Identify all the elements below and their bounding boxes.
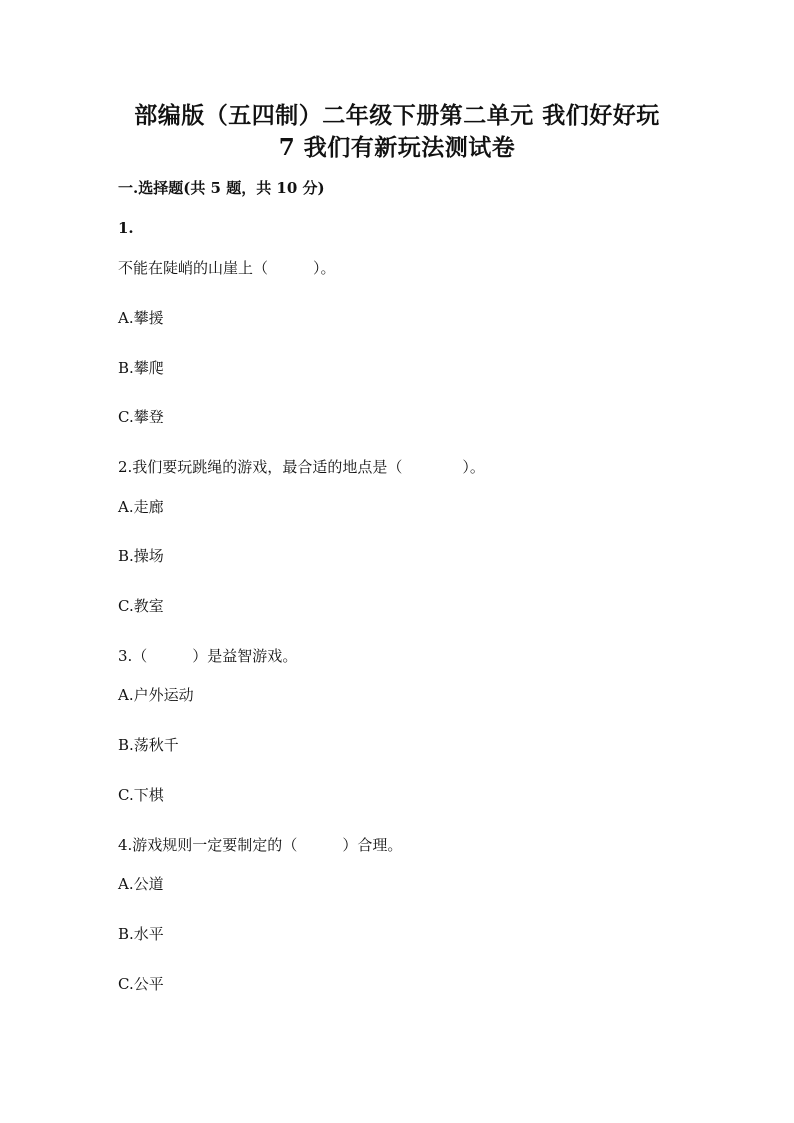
- question-3-option-a: A.户外运动: [118, 686, 194, 704]
- question-3-stem: 3.（ ）是益智游戏。: [118, 647, 298, 665]
- question-2-option-c: C.教室: [118, 597, 164, 615]
- question-3-option-b: B.荡秋千: [118, 736, 179, 754]
- question-4-option-a: A.公道: [118, 875, 164, 893]
- page-title-line-2: 7 我们有新玩法测试卷: [278, 134, 516, 161]
- question-4-option-c: C.公平: [118, 975, 164, 993]
- question-2-option-b: B.操场: [118, 547, 164, 565]
- question-1-number: 1.: [118, 219, 134, 237]
- section-heading: 一.选择题(共 5 题，共 10 分): [118, 179, 325, 197]
- question-2-option-a: A.走廊: [118, 498, 164, 516]
- question-4-option-b: B.水平: [118, 925, 164, 943]
- question-3-option-c: C.下棋: [118, 786, 164, 804]
- page-title-line-1: 部编版（五四制）二年级下册第二单元 我们好好玩: [134, 102, 660, 129]
- question-1-option-c: C.攀登: [118, 408, 164, 426]
- question-2-stem: 2.我们要玩跳绳的游戏，最合适的地点是（ ）。: [118, 458, 485, 476]
- question-1-option-b: B.攀爬: [118, 359, 164, 377]
- question-4-stem: 4.游戏规则一定要制定的（ ）合理。: [118, 836, 403, 854]
- question-1-option-a: A.攀援: [118, 309, 164, 327]
- question-1-stem: 不能在陡峭的山崖上（ ）。: [118, 259, 336, 277]
